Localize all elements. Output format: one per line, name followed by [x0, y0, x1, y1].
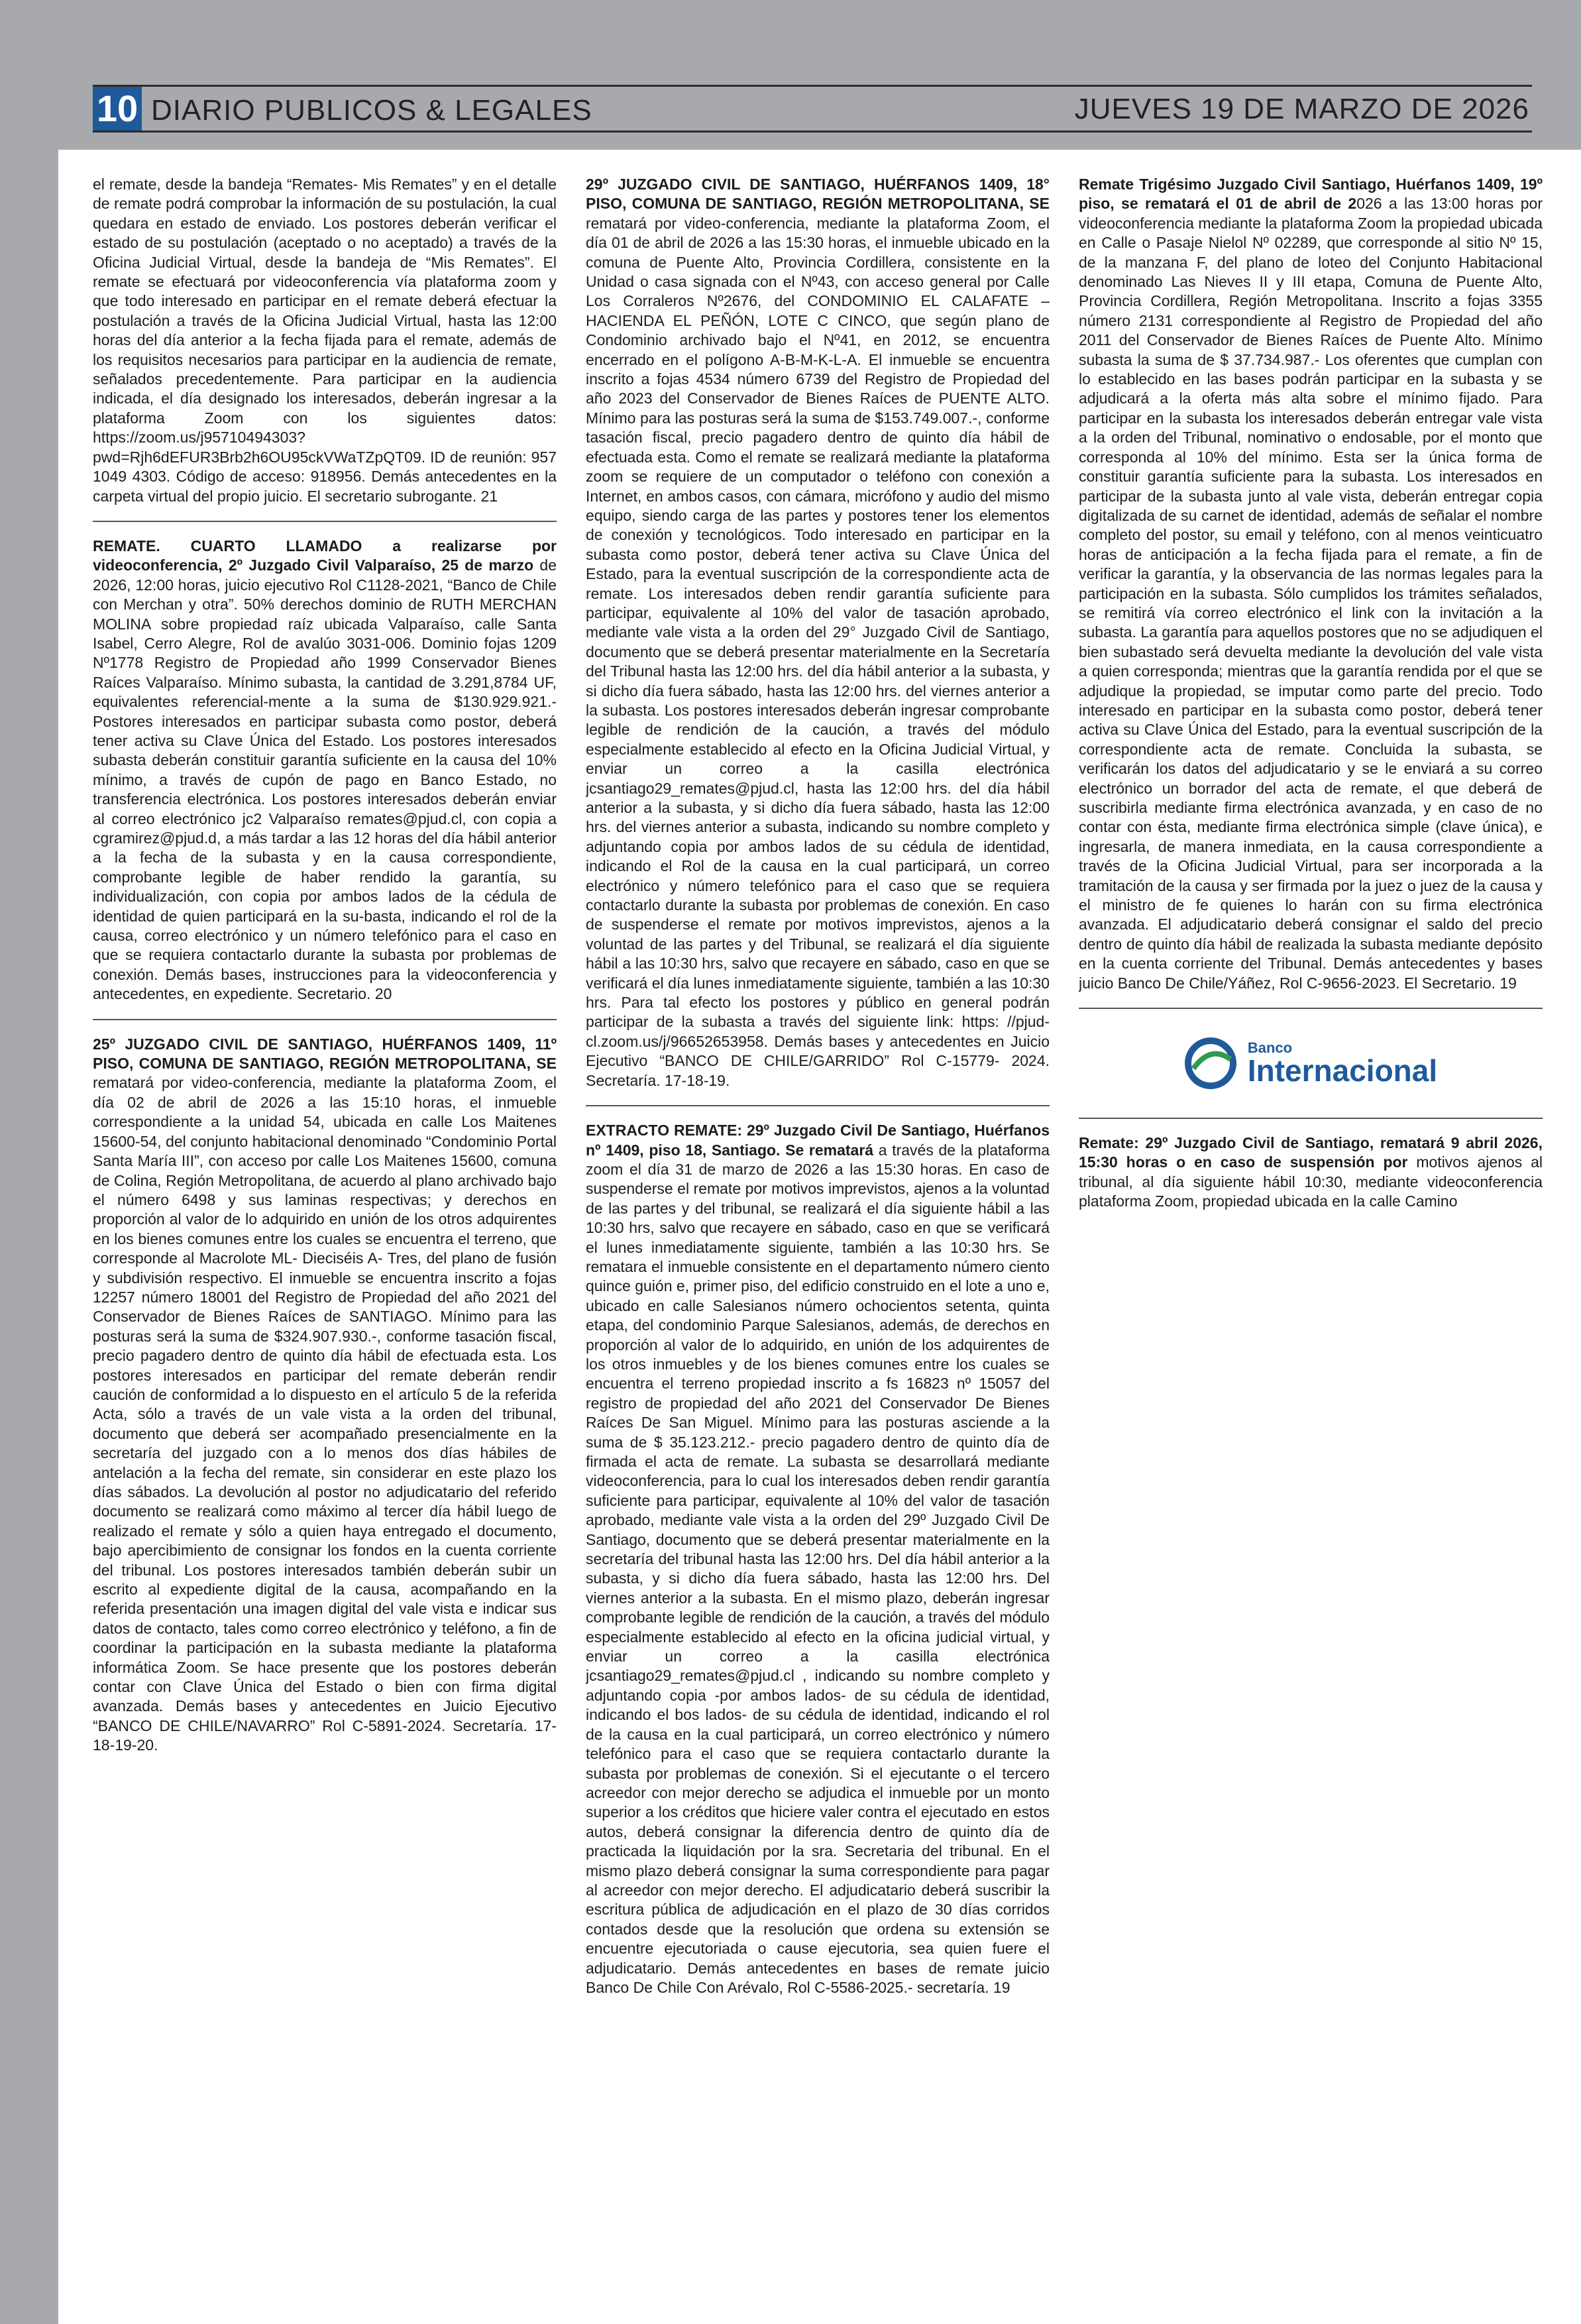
notice-lead: Remate Trigésimo Juzgado Civil Santiago, Huérfanos 1409, 19º piso, se rematará el 01 de abril de 2: [1079, 176, 1543, 213]
publication-date: JUEVES 19 DE MARZO DE 2026: [1074, 93, 1529, 125]
notice-text: rematará por video-conferencia, mediante la plataforma Zoom, el día 01 de abril de 2026 a las 15:30 horas, el inmueble ubicado en la comuna de Puente Alto, Provincia Cordillera, consistente en la Unidad o casa signada con el Nº43, con acceso general por Calle Los Corraleros Nº2676, del CONDOMINIO EL CALAFATE – HACIENDA EL PEÑÓN, LOTE C CINCO, que según plano de Condominio archivado bajo el Nº41, en 2012, se encuentra encerrado en el polígono A-B-M-K-L-A. El inmueble se encuentra inscrito a fojas 4534 número 6739 del Registro de Propiedad del año 2023 del Conservador de Bienes Raíces de PUENTE ALTO. Mínimo para las posturas será la suma de $153.749.007.-, conforme tasación fiscal, precio pagadero dentro de quinto día hábil de efectuada esta. Como el remate se realizará mediante la plataforma zoom se requiere de un computador o teléfono con conexión a Internet, en ambos casos, con cámara, micrófono y audio del mismo equipo, siendo carga de las partes y postores tener los elementos de conexión y tecnológicos. Todo interesado en participar en la subasta como postor, deberá tener activa su Clave Única del Estado, para la eventual suscripción de la correspondiente acta de remate. Los interesados deben rendir garantía suficiente para participar, equivalente al 10% del valor de tasación aprobado, mediante vale vista a la orden del 29° Juzgado Civil de Santiago, documento que se deberá presentar materialmente en la Secretaría del Tribunal hasta las 12:00 hrs. del día hábil anterior a la subasta, y si dicho día fuera sábado, hasta las 12:00 hrs. del viernes anterior a la subasta. Los postores interesados deberán ingresar comprobante legible de rendición de la caución, a través del módulo especialmente establecido al efecto en la Oficina Judicial Virtual, y enviar un correo a la casilla electrónica jcsantiago29_remates@pjud.cl, hasta las 12:00 hrs. del día hábil anterior a la subasta, y si dicho día fuera sábado, hasta las 12:00 hrs. del viernes anterior a subasta, indicando su nombre completo y adjuntando copia por ambos lados de su cédula de identidad, indicando el Rol de la causa en la cual participará, un correo electrónico y número telefónico para el caso que se requiera contactarlo durante la subasta por problemas de conexión. En caso de suspenderse el remate por motivos imprevistos, ajenos a la voluntad de las partes y del Tribunal, se realizará el día siguiente hábil a las 10:30 hrs, salvo que recayere en sábado, caso en que se verificará el día lunes inmediatamente siguiente, también a las 10:30 hrs. Para tal efecto los postores y público en general podrán participar de la subasta a través del siguiente link: https: //pjud-cl.zoom.us/j/96652653958. Demás bases y antecedentes en Juicio Ejecutivo “BANCO DE CHILE/GARRIDO” Rol C-15779- 2024. Secretaría. 17-18-19.: [586, 214, 1050, 1089]
notice-text: el remate, desde la bandeja “Remates- Mis Remates” y en el detalle de remate podrá comprobar la información de su postulación, la cual quedara en estado de enviado. Los postores deberán verificar el estado de su postulación (aceptado o no aceptado) a través de la Oficina Judicial Virtual, desde la bandeja de “Mis Remates”. El remate se efectuará por videoconferencia vía plataforma zoom y que todo interesado en participar en el remate deberá efectuar la postulación a través de la Oficina Judicial Virtual, hasta las 12:00 horas del día anterior a la fecha fijada para el remate, además de los requisitos necesarios para participar en la audiencia de remate, señalados precedentemente. Para participar en la audiencia indicada, el día designado los interesados, deberán ingresar a la plataforma Zoom con los siguientes datos: https://zoom.us/j95710494303?pwd=Rjh6dEFUR3Brb2h6OU95ckVWaTZpQT09. ID de reunión: 957 1049 4303. Código de acceso: 918956. Demás antecedentes en la carpeta virtual del propio juicio. El secretario subrogante. 21: [93, 176, 557, 505]
notice-lead: EXTRACTO REMATE: 29º Juzgado Civil De Santiago, Huérfanos nº 1409, piso 18, Santiago. Se rematará: [586, 1122, 1050, 1159]
notice-text: a través de la plataforma zoom el día 31 de marzo de 2026 a las 15:30 horas. En caso de suspenderse el remate por motivos imprevistos, ajenos a la voluntad de las partes y del tribunal, se realizará el día siguiente hábil a las 10:30 hrs, salvo que recayere en sábado, caso en que se verificará el lunes inmediatamente siguiente, también a las 10:30 hrs. Se rematara el inmueble consistente en el departamento número ciento quince guión e, primer piso, del edificio construido en el lote a uno e, ubicado en calle Salesianos número ochocientos setenta, quinta etapa, del condominio Parque Salesianos, además, de derechos en proporción al valor de lo adquirido, en unión de los adquirentes de los otros inmuebles y de los bienes comunes entre los cuales se encuentra el terreno propiedad inscrito a fs 16823 nº 15057 del registro de propiedad del año 2021 del Conservador De Bienes Raíces De San Miguel. Mínimo para las posturas asciende a la suma de $ 35.123.212.- precio pagadero dentro de quinto día de firmada el acta de remate. La subasta se desarrollará mediante videoconferencia, para lo cual los interesados deben rendir garantía suficiente para participar, equivalente al 10% del valor de tasación aprobado, mediante vale vista a la orden del 29º Juzgado Civil De Santiago, documento que se deberá presentar materialmente en la secretaría del tribunal hasta las 12:00 hrs. Del día hábil anterior a la subasta, y si dicho día fuera sábado, hasta las 12:00 hrs. Del viernes anterior a la subasta. En el mismo plazo, deberán ingresar comprobante legible de rendición de la caución, a través del módulo especialmente establecido al efecto en la oficina judicial virtual, y enviar un correo a la casilla electrónica jcsantiago29_remates@pjud.cl , indicando su nombre completo y adjuntando copia -por ambos lados- de su cédula de identidad, indicando el bos lados- de su cédula de identidad, indicando el rol de la causa en la cual participará, un correo electrónico y número telefónico para el caso que se requiera contactarlo durante la subasta por problemas de conexión. Si el ejecutante o el tercero acreedor con mejor derecho se adjudica el inmueble por un monto superior a los créditos que hiciere valer contra el ejecutado en estos autos, deberá consignar la diferencia dentro de quinto día de practicada la liquidación por la sra. Secretaria del tribunal. En el mismo plazo deberá consignar la suma correspondiente para pagar al acreedor con mejor derecho. El adjudicatario deberá suscribir la escritura pública de adjudicación en el plazo de 30 días corridos contados desde que la resolución que ordena su extensión se encuentre ejecutoriada o cause ejecutoria, sea quien fuere el adjudicatario. Demás antecedentes en bases de remate juicio Banco De Chile Con Arévalo, Rol C-5586-2025.- secretaría. 19: [586, 1141, 1050, 1996]
notice-divider: [93, 1019, 557, 1020]
notice-29-juzgado: [586, 175, 1050, 1090]
notice-extracto-remate: [586, 1121, 1050, 1997]
column-1: [93, 175, 557, 2308]
column-3: [1079, 175, 1543, 2308]
notice-lead: 25º JUZGADO CIVIL DE SANTIAGO, HUÉRFANOS 1409, 11º PISO, COMUNA DE SANTIAGO, REGIÓN METROPOLITANA, SE: [93, 1035, 557, 1073]
notice-text: 026 a las 13:00 horas por videoconferencia mediante la plataforma Zoom la propiedad ubicada en Calle o Pasaje Nielol Nº 02289, que corresponde al sitio Nº 15, de la manzana F, del plano de loteo del Conjunto Habitacional denominado Las Nieves II y III etapa, Comuna de Puente Alto, Provincia Cordillera, Región Metropolitana. Inscrito a fojas 3355 número 2131 correspondiente al Registro de Propiedad del año 2011 del Conservador de Bienes Raíces de Puente Alto. Mínimo subasta la suma de $ 37.734.987.- Los oferentes que cumplan con lo establecido en las bases podrán participar en la subasta y se adjudicará a la oferta más alta sobre el mínimo fijado. Para participar en la subasta los interesados deberán entregar vale vista a la orden del Tribunal, nominativo o endosable, por el monto que corresponda al 10% del mínimo. Esta ser la única forma de constituir garantía suficiente para la subasta. Los interesados en participar de la subasta junto al vale vista, deberán entregar copia digitalizada de su carnet de identidad, además de señalar el nombre completo del postor, su email y teléfono, con al menos veinticuatro horas de anticipación a la fecha fijada para el remate, a fin de verificar la garantía, y la observancia de las normas legales para la participación en la subasta. Sólo cumplidos los trámites señalados, se remitirá vía correo electrónico el link con la invitación a la subasta. La garantía para aquellos postores que no se adjudiquen el bien subastado será devuelta mediante la devolución del vale vista a quien corresponda; mientras que la garantía rendida por el que se adjudique la propiedad, se imputar como parte del precio. Todo interesado en participar en la subasta como postor, deberá tener activa su Clave Única del Estado, para la eventual suscripción de la correspondiente acta de remate. Concluida la subasta, se verificarán los datos del adjudicatario y se le enviará a su correo electrónico un borrador del acta de remate, el que deberá de suscribirla mediante firma electrónica avanzada, y en caso de no contar con ésta, mediante firma electrónica simple (clave única), e ingresarla, de manera inmediata, en la causa correspondiente a través de la Oficina Judicial Virtual, para ser incorporada a la tramitación de la causa y ser firmada por la juez o juez de la causa y el ministro de fe quienes lo harán con su firma electrónica avanzada. El adjudicatario deberá consignar el saldo del precio dentro de quinto día hábil de realizada la subasta mediante depósito en la cuenta corriente del Tribunal. Demás antecedentes y bases juicio Banco De Chile/Yáñez, Rol C-9656-2023. El Secretario. 19: [1079, 195, 1543, 992]
page-number: 10: [93, 87, 142, 131]
notice-text: rematará por video-conferencia, mediante la plataforma Zoom, el día 02 de abril de 2026 a las 15:10 horas, el inmueble correspondiente a la unidad 54, ubicada en calle Los Maitenes 15600-54, del conjunto habitacional denominado “Condominio Portal Santa María III”, con acceso por calle Los Maitenes 15600, comuna de Colina, Región Metropolitana, de acuerdo al plano archivado bajo el número 6498 y sus laminas respectivas; y derechos en proporción al valor de lo adquirido en unión de los otros adquirentes en los bienes comunes entre los cuales se encuentra el terreno, que corresponde al Macrolote ML- Dieciséis A- Tres, del plano de fusión y subdivisión respectivo. El inmueble se encuentra inscrito a fojas 12257 número 18001 del Registro de Propiedad del año 2021 del Conservador de Bienes Raíces de SANTIAGO. Mínimo para las posturas será la suma de $324.907.930.-, conforme tasación fiscal, precio pagadero dentro de quinto día hábil de efectuada esta. Los postores interesados en participar del remate deberán rendir caución de conformidad a lo dispuesto en el artículo 5 de la referida Acta, sólo a través de un vale vista a la orden del tribunal, documento que deberá ser acompañado presencialmente en la secretaría del juzgado con a lo menos dos días hábiles de antelación a la fecha del remate, sin considerar en este plazo los días sábados. La devolución al postor no adjudicatario del referido documento se realizará como máximo al tercer día hábil luego de realizado el remate y sólo a quien haya entregado el documento, bajo apercibimiento de consignar los fondos en la cuenta corriente del tribunal. Los postores interesados también deberán subir un escrito al expediente digital de la causa, acompañando en la referida presentación una imagen digital del vale vista e indicar sus datos de contacto, tales como correo electrónico y teléfono, a fin de coordinar la participación en la subasta mediante la plataforma informática Zoom. Se hace presente que los postores deberán contar con Clave Única del Estado o bien con firma digital avanzada. Demás bases y antecedentes en Juicio Ejecutivo “BANCO DE CHILE/NAVARRO” Rol C-5891-2024. Secretaría. 17-18-19-20.: [93, 1074, 557, 1754]
notice-divider: [1079, 1118, 1543, 1119]
notice-text: motivos ajenos al tribunal, al día siguiente hábil 10:30, mediante videoconferencia plataforma Zoom, propiedad ubicada en la calle Camino: [1079, 1153, 1543, 1210]
notice-divider: [93, 521, 557, 522]
notice-divider: [586, 1105, 1050, 1106]
notice-remate-29-camino: [1079, 1134, 1543, 1212]
notice-divider: [1079, 1008, 1543, 1009]
logo-wordmark: [1248, 1041, 1437, 1086]
publication-title: DIARIO PUBLICOS & LEGALES: [151, 94, 592, 127]
notice-lead: 29º JUZGADO CIVIL DE SANTIAGO, HUÉRFANOS 1409, 18° PISO, COMUNA DE SANTIAGO, REGIÓN METROPOLITANA, SE: [586, 176, 1050, 213]
column-2: [586, 175, 1050, 2308]
logo-small-text: Banco: [1247, 1039, 1293, 1057]
logo-big-text: Internacional: [1247, 1053, 1438, 1088]
notice-lead: Remate: 29º Juzgado Civil de Santiago, rematará 9 abril 2026, 15:30 horas o en caso de suspensión por: [1079, 1134, 1543, 1171]
notice-lead: REMATE. CUARTO LLAMADO a realizarse por videoconferencia, 2º Juzgado Civil Valparaíso, 25 de marzo: [93, 537, 557, 574]
banco-logo-icon: [1184, 1037, 1237, 1090]
notice-continued: [93, 175, 557, 506]
notice-remate-valparaiso: [93, 537, 557, 1004]
notice-trigesimo-juzgado: [1079, 175, 1543, 993]
notice-text: de 2026, 12:00 horas, juicio ejecutivo Rol C1128-2021, “Banco de Chile con Merchan y otra”. 50% derechos dominio de RUTH MERCHAN MOLINA sobre propiedad raíz ubicada Valparaíso, calle Santa Isabel, Cerro Alegre, Rol de avalúo 3031-006. Dominio fojas 1209 Nº1778 Registro de Propiedad año 1999 Conservador Bienes Raíces Valparaíso. Mínimo subasta, la cantidad de 3.291,8784 UF, equivalentes referencial-mente a la suma de $130.929.921.- Postores interesados en participar subasta como postor, deberá tener activa su Clave Única del Estado. Los postores interesados subasta deberán constituir garantía suficiente en la causa del 10% mínimo, a través de cupón de pago en Banco Estado, no transferencia electrónica. Los postores interesados deberán enviar al correo electrónico jc2 Valparaíso remates@pjud.cl, con copia a cgramirez@pjud.d, a más tardar a las 12 horas del día hábil anterior a la fecha de la subasta y en la causa correspondiente, comprobante legible de haber rendido la garantía, su individualización, con copia por ambos lados de la cédula de identidad de quien participará en la su-basta, indicando el rol de la causa, correo electrónico y un número telefónico para el caso en que se requiera contactarlo durante la subasta por problemas de conexión. Demás bases, instrucciones para la videoconferencia y antecedentes, en expediente. Secretario. 20: [93, 556, 557, 1003]
page-header: [93, 85, 1532, 132]
notice-25-juzgado: [93, 1035, 557, 1756]
banco-internacional-logo: [1079, 1024, 1543, 1103]
page-sheet: [58, 150, 1581, 2324]
